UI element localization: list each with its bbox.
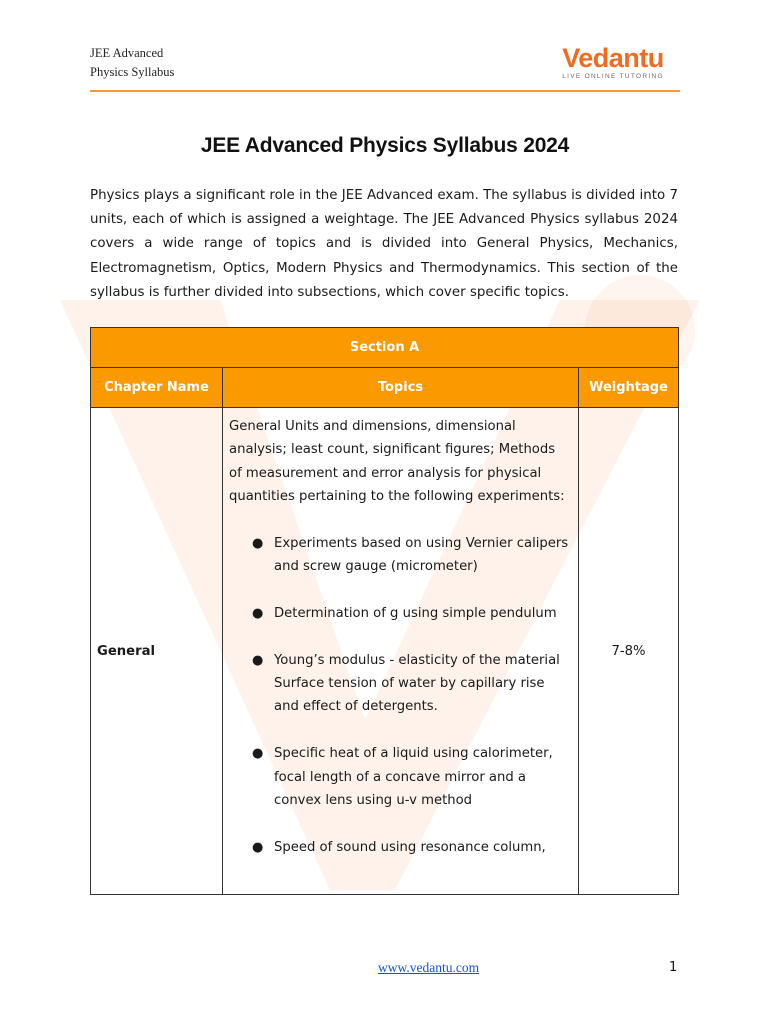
list-item: ● Specific heat of a liquid using calorimeter, focal length of a concave mirror and a convex lens using u-v method (274, 742, 572, 812)
section-label: Section A (91, 328, 679, 368)
header-line-2: Physics Syllabus (90, 65, 175, 79)
vedantu-logo (546, 44, 680, 80)
chapter-name-cell: General (91, 408, 223, 895)
header-divider (90, 90, 680, 92)
bullet-icon: ● (252, 746, 264, 762)
section-header-row (91, 328, 679, 368)
intro-paragraph: Physics plays a significant role in the JEE Advanced exam. The syllabus is divided into 7 units, each of which is assigned a weightage. The JEE Advanced Physics syllabus 2024 covers a wide range of topics and is divided into General Physics, Mechanics, Electromagnetism, Optics, Modern Physics and Thermodynamics. This section of the syllabus is further divided into subsections, which cover specific topics. (90, 188, 678, 300)
topics-cell (223, 408, 579, 895)
column-header-chapter: Chapter Name (91, 368, 223, 408)
vedantu-website-link[interactable]: www.vedantu.com (378, 960, 480, 975)
logo-tagline: LIVE ONLINE TUTORING (562, 73, 664, 80)
table-row (91, 408, 679, 895)
list-item: ● Speed of sound using resonance column, (274, 836, 572, 859)
syllabus-table (90, 327, 679, 895)
weightage-cell: 7-8% (579, 408, 679, 895)
list-item: ● Determination of g using simple pendulum (274, 602, 572, 625)
bullet-icon: ● (252, 535, 264, 551)
column-header-topics: Topics (223, 368, 579, 408)
topics-intro: General Units and dimensions, dimensional analysis; least count, significant figures; Methods of measurement and error analysis for physical quantities pertaining to the following experiments: (229, 419, 565, 505)
column-header-weightage: Weightage (579, 368, 679, 408)
logo-wordmark: Vedantu (562, 43, 664, 73)
experiment-list (229, 532, 572, 860)
page-number: 1 (669, 960, 678, 975)
page-header (90, 44, 680, 88)
page-title: JEE Advanced Physics Syllabus 2024 (200, 134, 570, 157)
header-line-1: JEE Advanced (90, 46, 164, 60)
bullet-icon: ● (252, 652, 264, 668)
bullet-icon: ● (252, 839, 264, 855)
bullet-icon: ● (252, 605, 264, 621)
list-item: ● Young’s modulus - elasticity of the material Surface tension of water by capillary rise and effect of detergents. (274, 649, 572, 719)
column-header-row (91, 368, 679, 408)
list-item: ● Experiments based on using Vernier calipers and screw gauge (micrometer) (274, 532, 572, 579)
